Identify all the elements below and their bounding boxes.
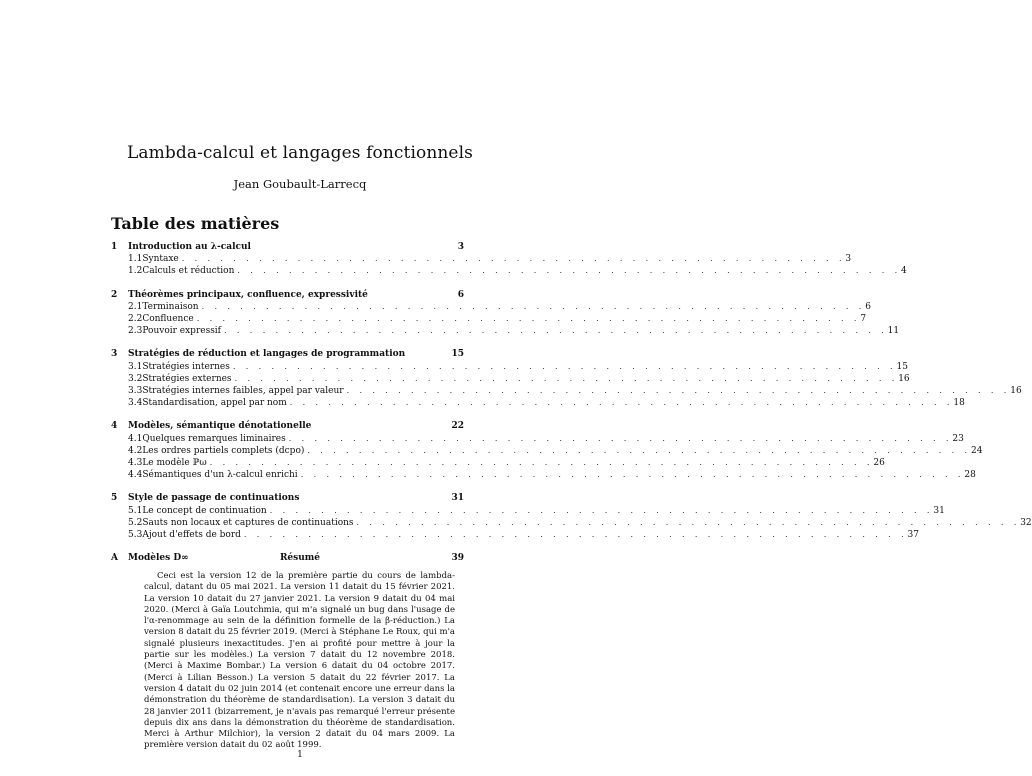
toc-leader-dots: . . . . . . . . . . . . . . . . . . . . . . . . . . . . . . . . . . . . . . . . . . . . . . . . . . . .	[289, 398, 954, 408]
toc-subsection-title: Stratégies externes	[142, 373, 232, 384]
toc-subsection-page: 15	[896, 361, 908, 372]
toc-subsection[interactable]	[111, 373, 910, 385]
toc-subsection[interactable]	[111, 433, 964, 445]
toc-subsection-page: 18	[953, 398, 965, 409]
toc-section[interactable]	[111, 421, 464, 432]
toc-subsection-page: 28	[964, 470, 976, 481]
page-number: 1	[297, 750, 303, 760]
toc-subsection-title: Sauts non locaux et captures de continuations	[142, 517, 354, 528]
toc-subsection-number: 4.3	[128, 458, 143, 469]
toc-leader-dots: . . . . . . . . . . . . . . . . . . . . . . . . . . . . . . . . . . . . . . . . . . . . . . . . . . . .	[307, 445, 972, 455]
toc-section-page: 3	[457, 242, 464, 252]
toc-subsection[interactable]	[111, 505, 945, 517]
toc-subsection-page: 23	[952, 433, 964, 444]
toc-subsection-number: 3.4	[128, 398, 143, 409]
toc-subsection-number: 4.4	[128, 470, 143, 481]
toc-subsection-number: 4.1	[128, 433, 143, 444]
toc-subsection[interactable]	[111, 397, 965, 409]
toc-leader-dots: . . . . . . . . . . . . . . . . . . . . . . . . . . . . . . . . . . . . . . . . . . . . . . . . . . . .	[201, 301, 866, 311]
toc-subsection[interactable]	[111, 445, 983, 457]
toc-section-title: Modèles, sémantique dénotationelle	[128, 421, 312, 432]
toc-subsection-title: Stratégies internes	[142, 361, 230, 372]
toc-subsection-title: Standardisation, appel par nom	[142, 398, 287, 409]
toc-subsection-title: Les ordres partiels complets (dcpo)	[142, 445, 305, 456]
toc-subsection-title: Sémantiques d'un λ-calcul enrichi	[142, 470, 298, 481]
toc-subsection-number: 3.2	[128, 373, 143, 384]
toc-subsection-title: Pouvoir expressif	[142, 326, 222, 337]
toc-subsection-number: 3.1	[128, 361, 143, 372]
toc-subsection-number: 2.3	[128, 326, 143, 337]
toc-subsection[interactable]	[111, 469, 976, 481]
toc-section[interactable]	[111, 290, 464, 301]
toc-leader-dots: . . . . . . . . . . . . . . . . . . . . . . . . . . . . . . . . . . . . . . . . . . . . . . . . . . . .	[356, 517, 1021, 527]
toc-subsection-title: Quelques remarques liminaires	[142, 433, 286, 444]
toc-leader-dots: . . . . . . . . . . . . . . . . . . . . . . . . . . . . . . . . . . . . . . . . . . . . . . . . . . . .	[224, 326, 888, 336]
toc-subsection-number: 5.2	[128, 517, 143, 528]
toc-section-title: Modèles D∞	[128, 553, 189, 564]
toc-section[interactable]	[111, 349, 464, 360]
toc-section-page: 22	[451, 421, 464, 432]
toc-section-number: A	[111, 553, 118, 564]
toc-section-number: 1	[111, 242, 118, 252]
toc-subsection-number: 5.1	[128, 505, 143, 516]
toc-section-title: Style de passage de continuations	[128, 493, 300, 504]
toc-section-number: 5	[111, 493, 118, 504]
toc-subsection[interactable]	[111, 529, 919, 541]
toc-subsection-title: Ajout d'effets de bord	[142, 530, 241, 541]
toc-subsection-title: Terminaison	[142, 301, 199, 312]
toc-subsection-title: Confluence	[142, 314, 194, 325]
document-author: Jean Goubault-Larrecq	[233, 177, 367, 191]
toc-subsection-page: 32	[1020, 517, 1032, 528]
toc-leader-dots: . . . . . . . . . . . . . . . . . . . . . . . . . . . . . . . . . . . . . . . . . . . . . . . . . . . .	[232, 361, 897, 371]
toc-section-number: 2	[111, 289, 118, 300]
toc-subsection-number: 3.3	[128, 386, 143, 397]
toc-leader-dots: . . . . . . . . . . . . . . . . . . . . . . . . . . . . . . . . . . . . . . . . . . . . . . . . . . . .	[234, 373, 899, 383]
toc-subsection-page: 24	[971, 445, 983, 456]
toc-leader-dots: . . . . . . . . . . . . . . . . . . . . . . . . . . . . . . . . . . . . . . . . . . . . . . . . . . . .	[288, 433, 953, 443]
toc-section[interactable]	[111, 493, 464, 504]
toc-leader-dots: . . . . . . . . . . . . . . . . . . . . . . . . . . . . . . . . . . . . . . . . . . . . . . . . . . . .	[181, 254, 846, 264]
toc-subsection-number: 1.1	[128, 254, 143, 265]
toc-subsection-number: 1.2	[128, 266, 143, 277]
toc-section-page: 6	[457, 289, 464, 300]
toc-section-page: 31	[451, 493, 464, 504]
toc-subsection[interactable]	[111, 265, 907, 277]
toc-subsection[interactable]	[111, 517, 1032, 529]
toc-leader-dots: . . . . . . . . . . . . . . . . . . . . . . . . . . . . . . . . . . . . . . . . . . . . . . . . . . . .	[209, 458, 874, 468]
document-title: Lambda-calcul et langages fonctionnels	[127, 143, 473, 163]
toc-subsection-number: 4.2	[128, 445, 143, 456]
toc-leader-dots: . . . . . . . . . . . . . . . . . . . . . . . . . . . . . . . . . . . . . . . . . . . . . . . . . . . .	[269, 505, 934, 515]
toc-subsection-page: 16	[898, 373, 910, 384]
toc-heading: Table des matières	[111, 214, 280, 233]
toc-subsection-title: Le modèle ℙω	[142, 458, 207, 469]
toc-section-number: 4	[111, 421, 118, 432]
toc-subsection-number: 5.3	[128, 530, 143, 541]
toc-leader-dots: . . . . . . . . . . . . . . . . . . . . . . . . . . . . . . . . . . . . . . . . . . . . . . . . . . . .	[300, 470, 965, 480]
toc-leader-dots: . . . . . . . . . . . . . . . . . . . . . . . . . . . . . . . . . . . . . . . . . . . . . . . . . . . .	[346, 386, 1011, 396]
toc-section-title: Introduction au λ-calcul	[128, 242, 251, 252]
toc-subsection-page: 16	[1010, 386, 1022, 397]
toc-section-number: 3	[111, 349, 118, 360]
toc-subsection-page: 7	[860, 314, 867, 325]
toc-leader-dots: . . . . . . . . . . . . . . . . . . . . . . . . . . . . . . . . . . . . . . . . . . . . . . . . . . . .	[243, 530, 908, 540]
toc-section-title: Théorèmes principaux, confluence, expressivité	[128, 289, 368, 300]
toc-subsection[interactable]	[111, 253, 852, 265]
toc-section-page: 15	[451, 349, 464, 360]
toc-subsection[interactable]	[111, 385, 1022, 397]
toc-subsection-page: 4	[901, 266, 907, 277]
toc-subsection-title: Syntaxe	[142, 254, 179, 265]
toc-leader-dots: . . . . . . . . . . . . . . . . . . . . . . . . . . . . . . . . . . . . . . . . . . . . . . . . . . . .	[196, 314, 861, 324]
toc-subsection-page: 3	[845, 254, 852, 265]
toc-subsection[interactable]	[111, 325, 900, 337]
toc-subsection[interactable]	[111, 361, 908, 373]
toc-section-title: Stratégies de réduction et langages de programmation	[128, 349, 406, 360]
abstract-heading: Résumé	[279, 553, 321, 563]
toc-subsection-title: Calculs et réduction	[142, 266, 235, 277]
toc-subsection-page: 26	[873, 458, 885, 469]
toc-subsection-number: 2.2	[128, 314, 143, 325]
toc-leader-dots: . . . . . . . . . . . . . . . . . . . . . . . . . . . . . . . . . . . . . . . . . . . . . . . . . . . .	[237, 266, 902, 276]
toc-subsection-page: 6	[865, 301, 871, 312]
toc-subsection-title: Stratégies internes faibles, appel par valeur	[142, 386, 344, 397]
toc-subsection-page: 37	[907, 530, 919, 541]
toc-section[interactable]	[111, 242, 464, 253]
toc-subsection-page: 31	[933, 505, 945, 516]
toc-subsection[interactable]	[111, 313, 867, 325]
table-of-contents	[111, 242, 1032, 564]
toc-subsection[interactable]	[111, 457, 885, 469]
toc-subsection-title: Le concept de continuation	[142, 505, 267, 516]
toc-subsection-page: 11	[887, 326, 900, 337]
toc-subsection[interactable]	[111, 301, 871, 313]
toc-section-page: 39	[451, 553, 464, 564]
abstract-text: Ceci est la version 12 de la première partie du cours de lambda-calcul, datant du 05 mai 2021. La version 11 datait du 15 février 2021. La version 10 datait du 27 janvier 2021. La version 9 datait du 04 mai 2020. (Merci à Gaïa Loutchmia, qui m'a signalé un bug dans l'usage de l'α-renommage au sein de la définition formelle de la β-réduction.) La version 8 datait du 25 février 2019. (Merci à Stéphane Le Roux, qui m'a signalé plusieurs inexactitudes. J'en ai profité pour mettre à jour la partie sur les modèles.) La version 7 datait du 12 novembre 2018. (Merci à Maxime Bombar.) La version 6 datait du 04 octobre 2017. (Merci à Lilian Besson.) La version 5 datait du 22 février 2017. La version 4 datait du 02 juin 2014 (et contenait encore une erreur dans la démonstration du théorème de standardisation). La version 3 datait du 28 janvier 2011 (bizarrement, je n'avais pas remarqué l'erreur présente depuis dix ans dans la démonstration du théorème de standardisation. Merci à Arthur Milchior), la version 2 datait du 04 mars 2009. La première version datait du 02 août 1999.	[144, 571, 455, 751]
toc-subsection-number: 2.1	[128, 301, 143, 312]
